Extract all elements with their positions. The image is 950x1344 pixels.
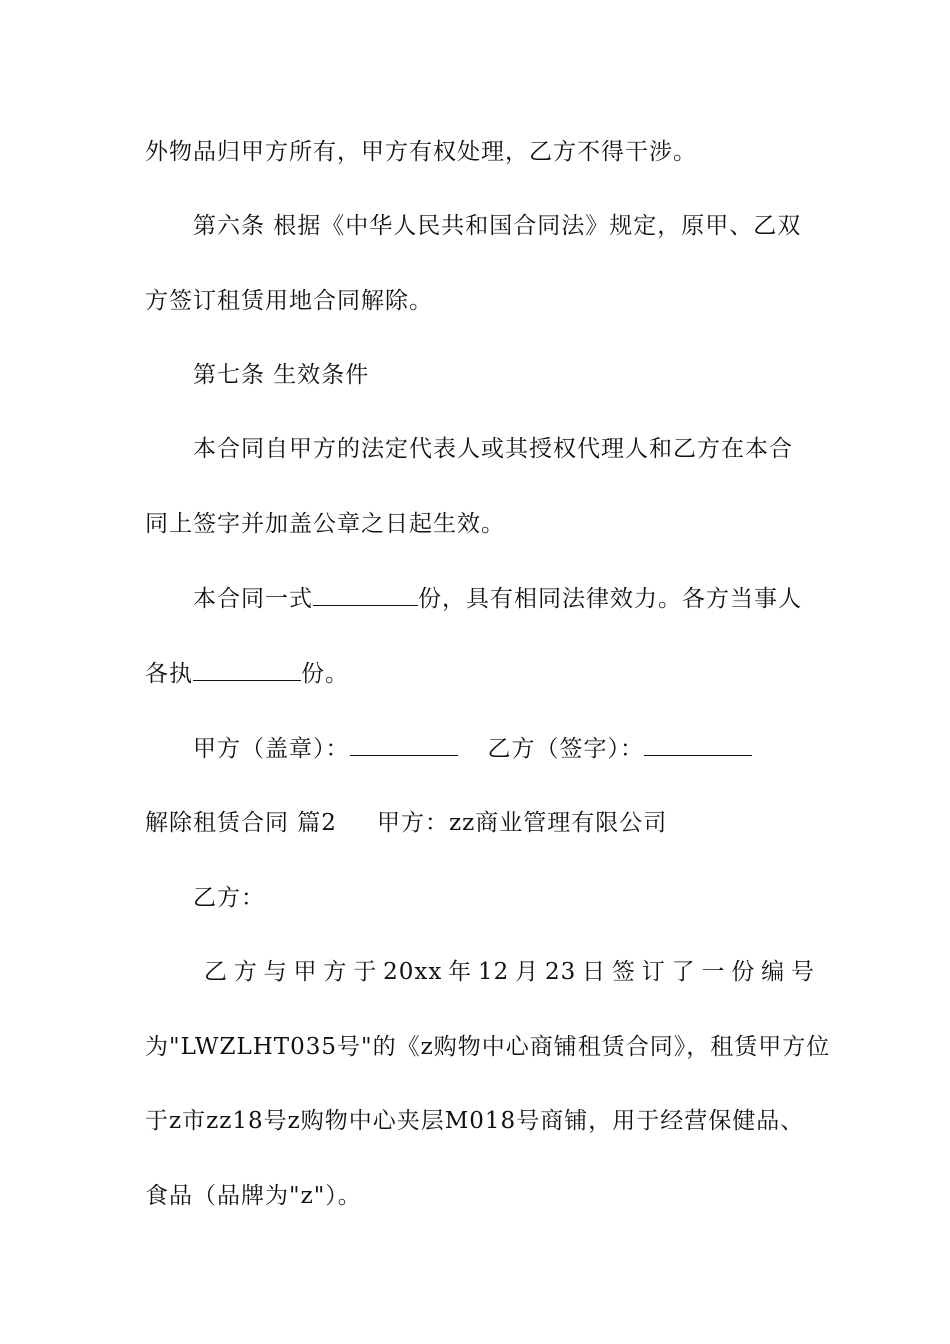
copies-count-blank: [313, 583, 418, 606]
article-seven-heading: 第七条 生效条件: [193, 362, 370, 388]
section-title-line: [145, 808, 815, 838]
party-a-seal-blank: [350, 733, 458, 756]
party-b-sign-label: 乙方（签字）：: [487, 736, 644, 762]
party-a-name: 甲方：zz商业管理有限公司: [376, 810, 668, 836]
paragraph-line: 乙方与甲方于20xx年12月23日签订了一份编号: [204, 959, 815, 985]
signature-line: [193, 733, 815, 764]
paragraph-line: 方签订租赁用地合同解除。: [145, 288, 433, 314]
each-holds-line: [145, 658, 815, 689]
party-b-sign-blank: [644, 733, 752, 756]
paragraph-line: 本合同自甲方的法定代表人或其授权代理人和乙方在本合: [193, 436, 793, 462]
article-six-line: 第六条 根据《中华人民共和国合同法》规定，原甲、乙双: [193, 213, 802, 239]
copies-line: [193, 583, 815, 614]
paragraph-line: 于z市zz18号z购物中心夹层M018号商铺，用于经营保健品、: [145, 1108, 805, 1134]
copies-text-end: 份，具有相同法律效力。各方当事人: [418, 586, 802, 612]
paragraph-line: 同上签字并加盖公章之日起生效。: [145, 511, 505, 537]
paragraph-line: 食品（品牌为"z"）。: [145, 1183, 362, 1209]
paragraph-line: 外物品归甲方所有，甲方有权处理，乙方不得干涉。: [145, 139, 697, 165]
paragraph-line: 为"LWZLHT035号"的《z购物中心商铺租赁合同》，租赁甲方位: [145, 1034, 831, 1060]
party-b-line: 乙方：: [193, 885, 265, 911]
each-holds-text-end: 份。: [301, 661, 349, 687]
section-title: 解除租赁合同 篇2: [145, 810, 337, 836]
each-holds-blank: [193, 658, 301, 681]
party-a-seal-label: 甲方（盖章）：: [193, 736, 350, 762]
each-holds-text-start: 各执: [145, 661, 193, 687]
copies-text-start: 本合同一式: [193, 586, 313, 612]
